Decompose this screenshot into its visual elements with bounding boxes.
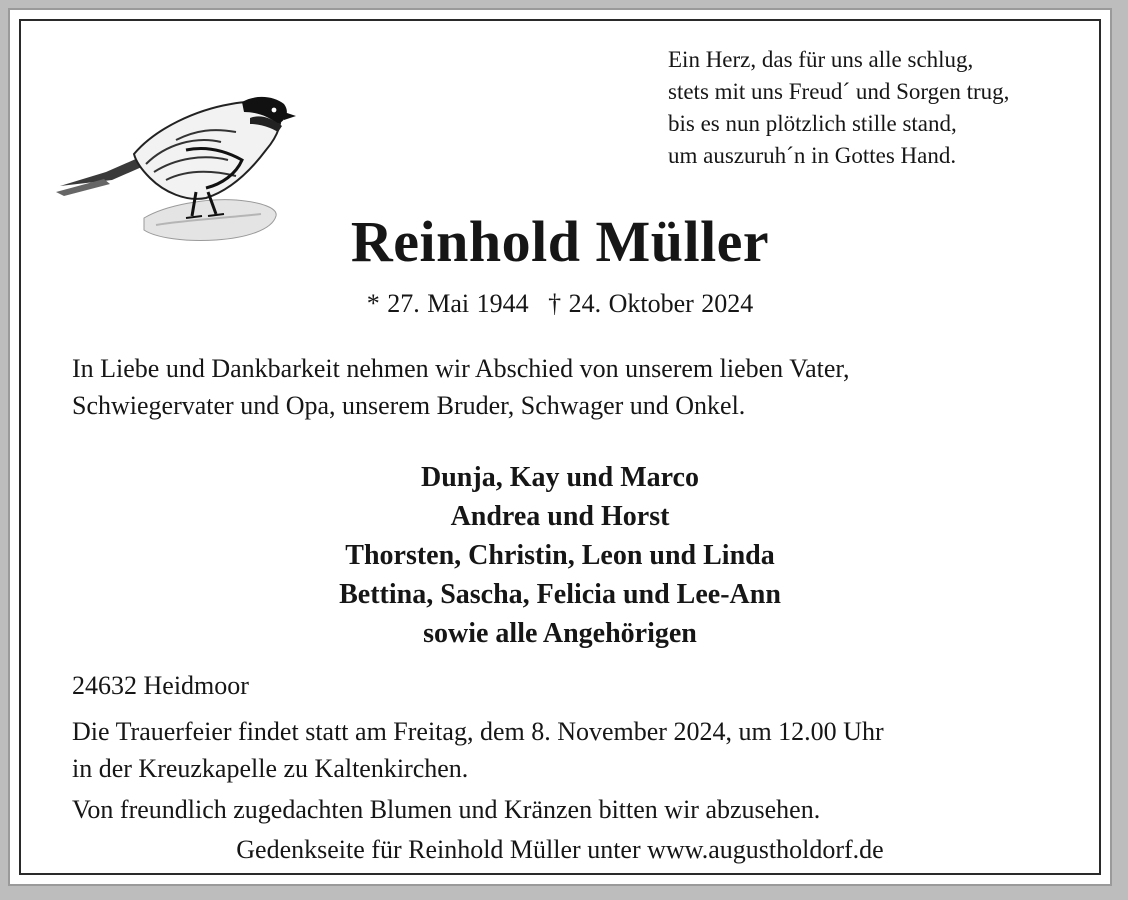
poem-line: Ein Herz, das für uns alle schlug, [668,47,974,72]
intro-text [72,350,850,424]
mourners-list [10,458,1110,653]
memorial-page-note: Gedenkseite für Reinhold Müller unter www.augustholdorf.de [236,835,884,864]
poem-line: um auszuruh´n in Gottes Hand. [668,143,957,168]
mourner-line: Bettina, Sascha, Felicia und Lee-Ann [339,579,781,610]
flowers-note: Von freundlich zugedachten Blumen und Kränzen bitten wir abzusehen. [72,795,821,824]
deceased-name: Reinhold Müller [350,209,770,274]
intro-line: Schwiegervater und Opa, unserem Bruder, Schwager und Onkel. [72,391,746,420]
mourner-line: sowie alle Angehörigen [423,618,697,649]
funeral-info [72,713,884,787]
mourner-line: Thorsten, Christin, Leon und Linda [345,540,775,571]
poem [668,44,1009,172]
birth-date: * 27. Mai 1944 [366,289,529,318]
poem-line: bis es nun plötzlich stille stand, [668,111,957,136]
funeral-line: Die Trauerfeier findet statt am Freitag, dem 8. November 2024, um 12.00 Uhr [72,717,884,746]
mourner-line: Andrea und Horst [450,501,670,532]
funeral-line: in der Kreuzkapelle zu Kaltenkirchen. [72,754,469,783]
obituary-card [8,8,1112,886]
life-dates [10,289,1110,319]
mourner-line: Dunja, Kay und Marco [421,462,699,493]
poem-line: stets mit uns Freud´ und Sorgen trug, [668,79,1010,104]
intro-line: In Liebe und Dankbarkeit nehmen wir Abschied von unserem lieben Vater, [72,354,850,383]
place: 24632 Heidmoor [72,671,249,700]
death-date: † 24. Oktober 2024 [548,289,754,318]
